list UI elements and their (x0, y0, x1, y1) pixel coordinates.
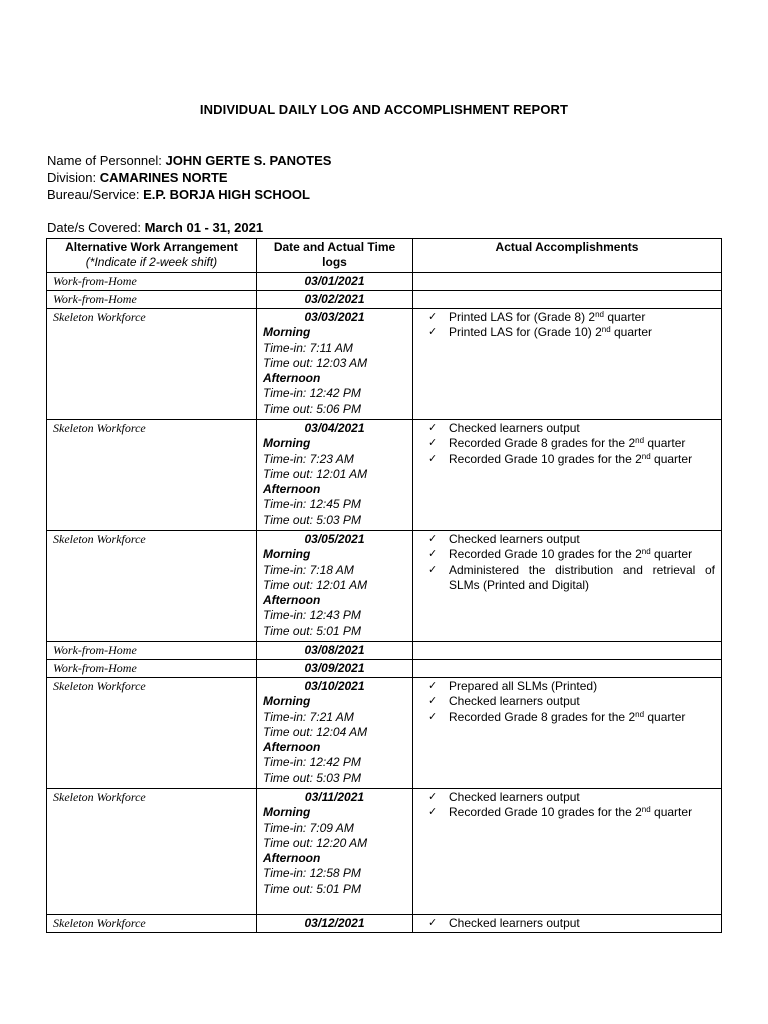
date-time-cell (257, 678, 413, 789)
ordinal-suffix: nd (635, 709, 645, 719)
accomplishments-cell (413, 789, 722, 915)
dates-covered-line (47, 219, 263, 236)
accomplishment-list (419, 310, 715, 341)
accomplishment-list (419, 421, 715, 467)
bureau-label: Bureau/Service: (47, 187, 140, 202)
log-date: 03/03/2021 (304, 310, 365, 324)
session-afternoon: Afternoon (263, 482, 321, 497)
time-in-pm: Time-in: 12:42 PM (263, 386, 361, 401)
accomplishment-item (421, 679, 715, 694)
accomplishment-text: Administered the distribution and retrieval of SLMs (Printed and Digital) (449, 562, 715, 592)
date-time-cell (257, 660, 413, 678)
table-row (47, 420, 722, 531)
accomplishment-text: Checked learners output (449, 916, 580, 930)
header-arrangement-note: (*Indicate if 2-week shift) (85, 255, 218, 270)
accomplishments-cell (413, 420, 722, 531)
ordinal-suffix: nd (641, 805, 651, 815)
accomplishment-item (421, 547, 715, 562)
time-out-pm: Time out: 5:03 PM (263, 512, 361, 527)
accomplishment-text: Checked learners output (449, 421, 580, 435)
accomplishment-item (421, 325, 715, 340)
accomplishment-text-tail: quarter (603, 310, 646, 324)
accomplishments-cell (413, 309, 722, 420)
accomplishment-text-tail: quarter (650, 805, 693, 820)
date-time-cell (257, 915, 413, 933)
arrangement-cell: Skeleton Workforce (47, 789, 257, 915)
arrangement-cell: Skeleton Workforce (47, 420, 257, 531)
accomplishment-text-tail: quarter (650, 451, 693, 466)
ordinal-suffix: nd (595, 310, 604, 319)
table-row (47, 531, 722, 642)
accomplishment-item (421, 790, 715, 805)
header-date-time: Date and Actual Time logs (257, 239, 413, 273)
time-in-pm: Time-in: 12:45 PM (263, 497, 361, 512)
accomplishment-item (421, 436, 715, 451)
time-logs (263, 694, 406, 786)
time-in-pm: Time-in: 12:42 PM (263, 755, 361, 770)
accomplishment-text: Recorded Grade 10 grades for the 2 (449, 547, 642, 562)
time-logs (263, 436, 406, 528)
accomplishment-item (421, 710, 715, 725)
accomplishment-text: Checked learners output (449, 532, 580, 546)
log-date: 03/09/2021 (304, 661, 365, 675)
arrangement-cell: Skeleton Workforce (47, 531, 257, 642)
time-in-pm: Time-in: 12:43 PM (263, 608, 361, 623)
time-in-am: Time-in: 7:11 AM (263, 340, 353, 355)
time-out-am: Time out: 12:03 AM (263, 355, 368, 370)
log-date: 03/02/2021 (304, 292, 365, 306)
log-date: 03/10/2021 (304, 679, 365, 693)
header-arrangement (47, 239, 257, 273)
log-date: 03/08/2021 (304, 643, 365, 657)
time-out-pm: Time out: 5:03 PM (263, 770, 361, 785)
ordinal-suffix: nd (635, 436, 645, 446)
accomplishment-text: Recorded Grade 10 grades for the 2 (449, 805, 642, 820)
table-header-row (47, 239, 722, 273)
log-date: 03/04/2021 (304, 421, 365, 435)
log-date: 03/01/2021 (304, 274, 365, 288)
table-row (47, 309, 722, 420)
arrangement-cell: Work-from-Home (47, 642, 257, 660)
time-out-pm: Time out: 5:06 PM (263, 401, 361, 416)
accomplishment-list (419, 790, 715, 821)
session-afternoon: Afternoon (263, 851, 321, 866)
log-date: 03/12/2021 (304, 916, 365, 930)
table-row (47, 291, 722, 309)
report-title: INDIVIDUAL DAILY LOG AND ACCOMPLISHMENT REPORT (199, 102, 569, 117)
table-row (47, 273, 722, 291)
accomplishment-text-tail: quarter (610, 325, 653, 340)
accomplishments-cell (413, 678, 722, 789)
accomplishments-cell (413, 273, 722, 291)
time-out-am: Time out: 12:01 AM (263, 577, 368, 592)
log-date: 03/11/2021 (304, 790, 365, 804)
time-in-am: Time-in: 7:21 AM (263, 709, 354, 724)
date-time-cell (257, 273, 413, 291)
arrangement-cell: Work-from-Home (47, 273, 257, 291)
accomplishment-text: Recorded Grade 8 grades for the 2 (449, 709, 636, 724)
checkmark-icon: ✓ (428, 695, 438, 708)
accomplishment-item (421, 452, 715, 467)
accomplishment-text: Recorded Grade 8 grades for the 2 (449, 436, 636, 451)
checkmark-icon: ✓ (428, 806, 438, 819)
personnel-name: JOHN GERTE S. PANOTES (165, 153, 332, 168)
table-body (47, 273, 722, 933)
accomplishments-cell (413, 291, 722, 309)
ordinal-suffix: nd (641, 451, 651, 461)
table-row (47, 915, 722, 933)
accomplishment-text-tail: quarter (644, 709, 686, 724)
session-afternoon: Afternoon (263, 740, 321, 755)
header-accomplishments: Actual Accomplishments (413, 239, 722, 273)
table-row (47, 660, 722, 678)
table-row (47, 789, 722, 915)
accomplishments-cell (413, 660, 722, 678)
arrangement-cell: Skeleton Workforce (47, 915, 257, 933)
time-in-am: Time-in: 7:18 AM (263, 562, 354, 577)
accomplishment-item (421, 563, 715, 594)
checkmark-icon: ✓ (428, 710, 438, 723)
time-out-am: Time out: 12:04 AM (263, 724, 368, 739)
daily-log-table (46, 238, 722, 933)
session-morning: Morning (263, 805, 311, 820)
checkmark-icon: ✓ (428, 791, 438, 803)
accomplishment-list (419, 679, 715, 725)
checkmark-icon: ✓ (428, 437, 438, 450)
date-time-cell (257, 420, 413, 531)
checkmark-icon: ✓ (428, 422, 438, 434)
accomplishment-item (421, 805, 715, 820)
ordinal-suffix: nd (601, 325, 611, 335)
accomplishment-text: Checked learners output (449, 694, 580, 709)
time-out-am: Time out: 12:01 AM (263, 466, 368, 481)
time-in-pm: Time-in: 12:58 PM (263, 866, 361, 881)
division-label: Division: (47, 170, 97, 185)
accomplishment-text: Printed LAS for (Grade 8) 2 (449, 310, 596, 324)
arrangement-cell: Work-from-Home (47, 291, 257, 309)
session-afternoon: Afternoon (263, 371, 321, 386)
arrangement-cell: Skeleton Workforce (47, 309, 257, 420)
personnel-label: Name of Personnel: (47, 153, 162, 168)
time-logs (263, 805, 406, 897)
division-name: CAMARINES NORTE (99, 170, 228, 185)
accomplishment-item (421, 532, 715, 547)
header-arrangement-label: Alternative Work Arrangement (65, 240, 238, 254)
arrangement-cell: Work-from-Home (47, 660, 257, 678)
log-date: 03/05/2021 (304, 532, 365, 546)
checkmark-icon: ✓ (428, 563, 438, 576)
accomplishments-cell (413, 642, 722, 660)
bureau-line (47, 186, 310, 203)
checkmark-icon: ✓ (428, 311, 438, 323)
date-time-cell (257, 642, 413, 660)
dates-covered-label: Date/s Covered: (47, 220, 141, 235)
accomplishment-text-tail: quarter (650, 547, 693, 562)
personnel-line (47, 152, 331, 169)
time-out-pm: Time out: 5:01 PM (263, 623, 361, 638)
table-row (47, 678, 722, 789)
checkmark-icon: ✓ (428, 917, 438, 929)
session-morning: Morning (263, 547, 311, 562)
accomplishment-list (419, 532, 715, 593)
date-time-cell (257, 291, 413, 309)
checkmark-icon: ✓ (428, 548, 438, 561)
checkmark-icon: ✓ (428, 326, 438, 339)
checkmark-icon: ✓ (428, 680, 438, 692)
accomplishment-item (421, 916, 715, 931)
accomplishment-text-tail: quarter (644, 436, 686, 451)
time-in-am: Time-in: 7:23 AM (263, 451, 354, 466)
bureau-name: E.P. BORJA HIGH SCHOOL (143, 187, 310, 202)
date-time-cell (257, 309, 413, 420)
division-line (47, 169, 228, 186)
table-row (47, 642, 722, 660)
date-time-cell (257, 531, 413, 642)
accomplishments-cell (413, 915, 722, 933)
time-logs (263, 325, 406, 417)
time-in-am: Time-in: 7:09 AM (263, 820, 354, 835)
checkmark-icon: ✓ (428, 452, 438, 465)
accomplishment-text: Prepared all SLMs (Printed) (449, 679, 598, 693)
time-out-am: Time out: 12:20 AM (263, 835, 368, 850)
session-morning: Morning (263, 325, 311, 340)
time-out-pm: Time out: 5:01 PM (263, 881, 361, 896)
session-afternoon: Afternoon (263, 593, 321, 608)
accomplishments-cell (413, 531, 722, 642)
arrangement-cell: Skeleton Workforce (47, 678, 257, 789)
session-morning: Morning (263, 436, 311, 451)
accomplishment-item (421, 310, 715, 325)
accomplishment-item (421, 694, 715, 709)
accomplishment-item (421, 421, 715, 436)
session-morning: Morning (263, 694, 311, 709)
dates-covered-value: March 01 - 31, 2021 (144, 220, 264, 235)
accomplishment-text: Recorded Grade 10 grades for the 2 (449, 451, 642, 466)
accomplishment-list (419, 916, 715, 931)
accomplishment-text: Printed LAS for (Grade 10) 2 (449, 325, 602, 340)
date-time-cell (257, 789, 413, 915)
ordinal-suffix: nd (641, 547, 651, 557)
accomplishment-text: Checked learners output (449, 790, 580, 804)
time-logs (263, 547, 406, 639)
checkmark-icon: ✓ (428, 533, 438, 545)
